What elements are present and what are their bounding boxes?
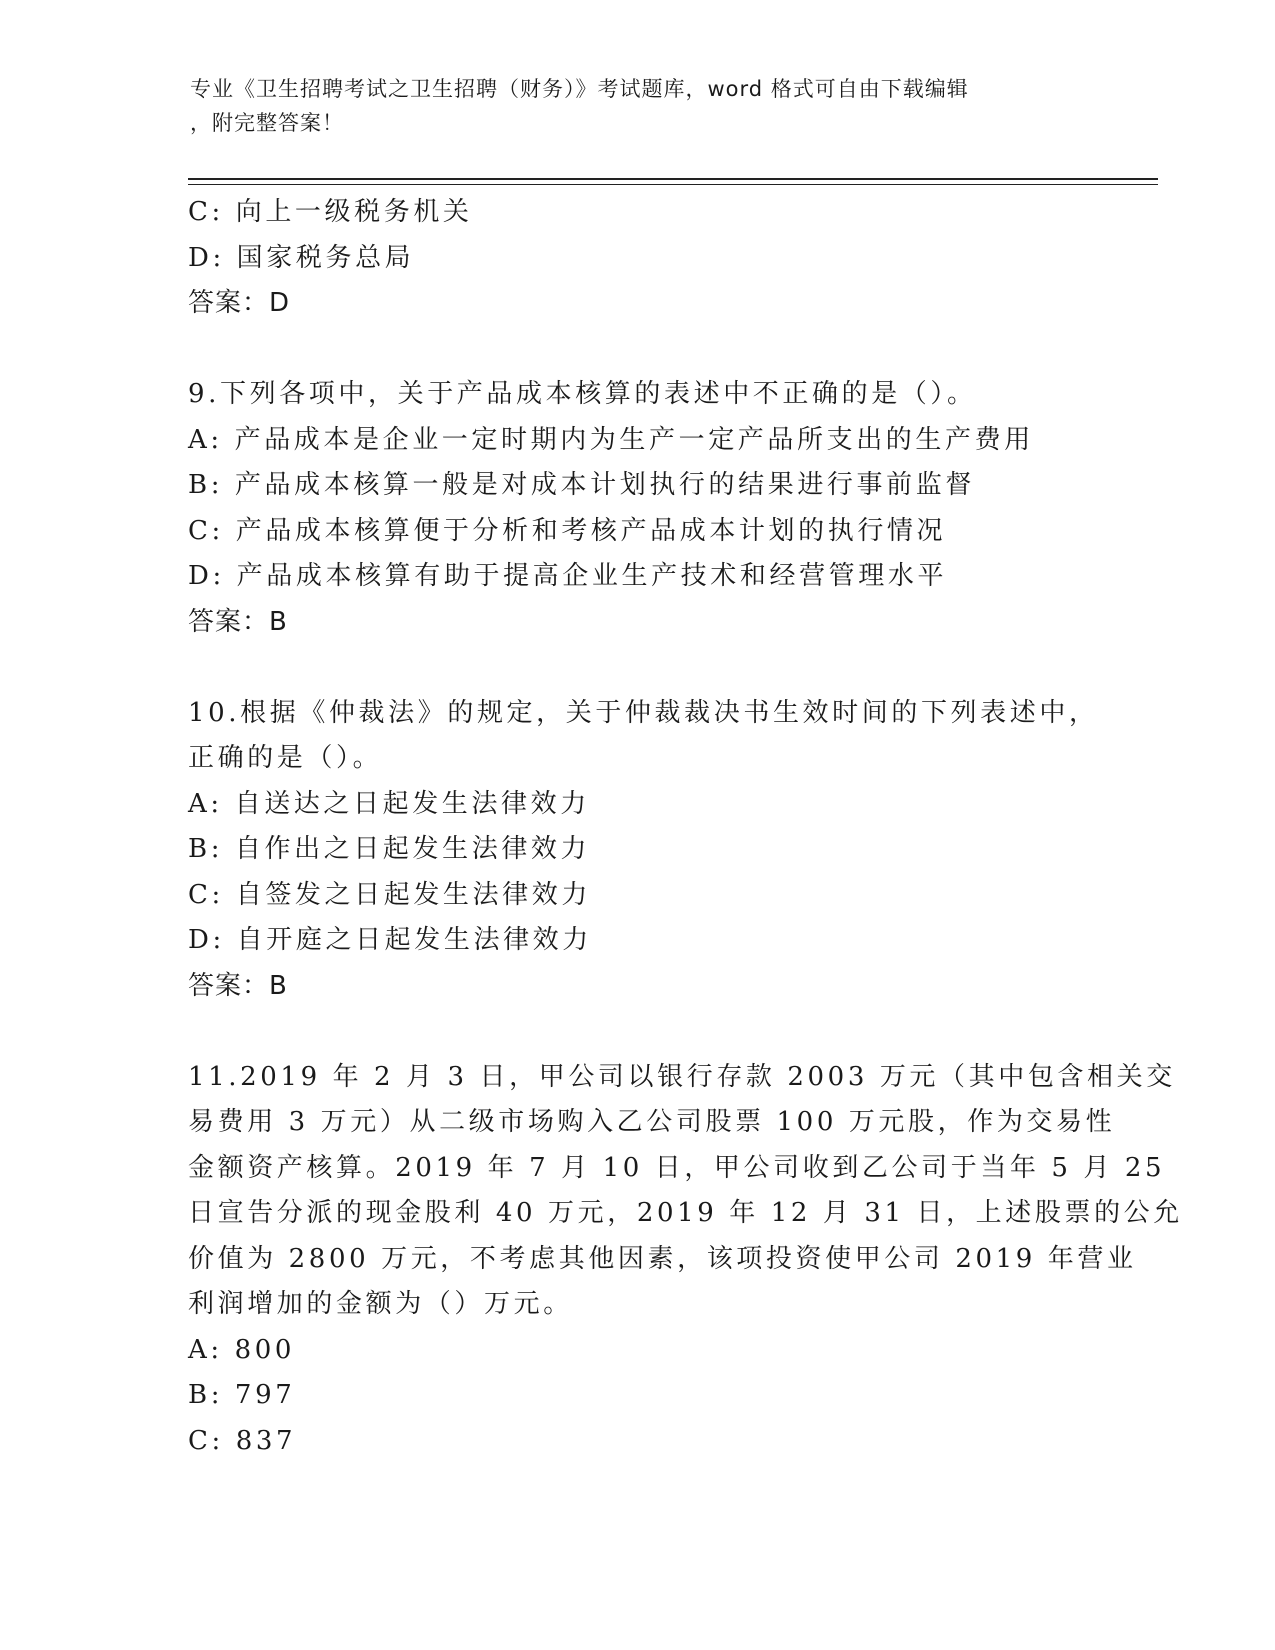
header-rule-top — [188, 178, 1158, 180]
question-8 — [188, 190, 1088, 327]
spacer — [188, 645, 1088, 691]
question-9-option-d: D: 产品成本核算有助于提高企业生产技术和经营管理水平 — [188, 561, 948, 591]
question-11-stem-line-2: 易费用 3 万元）从二级市场购入乙公司股票 100 万元股，作为交易性 — [188, 1107, 1116, 1137]
question-11-stem-line-6: 利润增加的金额为（）万元。 — [188, 1289, 573, 1319]
question-9-option-b: B: 产品成本核算一般是对成本计划执行的结果进行事前监督 — [188, 470, 975, 500]
question-11-option-b: B: 797 — [188, 1380, 296, 1410]
question-10-option-c: C: 自签发之日起发生法律效力 — [188, 879, 591, 910]
question-8-answer: 答案：D — [188, 288, 291, 318]
question-9-stem: 9.下列各项中，关于产品成本核算的表述中不正确的是（）。 — [188, 379, 977, 409]
question-10-stem-line-2: 正确的是（）。 — [188, 743, 383, 773]
header-rule-bottom — [188, 184, 1158, 185]
spacer — [188, 1009, 1088, 1055]
question-9-option-c: C: 产品成本核算便于分析和考核产品成本计划的执行情况 — [188, 515, 947, 546]
header-line-1: 专业《卫生招聘考试之卫生招聘（财务）》考试题库，word 格式可自由下载编辑 — [190, 77, 969, 101]
question-10-option-a: A: 自送达之日起发生法律效力 — [188, 788, 590, 819]
question-8-option-d: D: 国家税务总局 — [188, 242, 415, 273]
question-9 — [188, 372, 1088, 645]
question-11-stem-line-1: 11.2019 年 2 月 3 日，甲公司以银行存款 2003 万元（其中包含相关交 — [188, 1061, 1176, 1092]
question-11-stem-line-4: 日宣告分派的现金股利 40 万元，2019 年 12 月 31 日，上述股票的公允 — [188, 1198, 1183, 1228]
question-10-option-b: B: 自作出之日起发生法律效力 — [188, 834, 591, 864]
question-8-option-c: C: 向上一级税务机关 — [188, 197, 473, 227]
question-11 — [188, 1055, 1183, 1465]
question-11-stem-line-3: 金额资产核算。2019 年 7 月 10 日，甲公司收到乙公司于当年 5 月 25 — [188, 1152, 1166, 1183]
question-10-answer: 答案：B — [188, 970, 288, 1001]
page-header — [190, 72, 1090, 140]
header-line-2: ，附完整答案！ — [190, 111, 344, 135]
question-11-stem-line-5: 价值为 2800 万元，不考虑其他因素，该项投资使甲公司 2019 年营业 — [188, 1243, 1137, 1274]
question-10-option-d: D: 自开庭之日起发生法律效力 — [188, 925, 592, 955]
question-11-option-a: A: 800 — [188, 1334, 296, 1365]
question-10 — [188, 691, 1099, 1010]
spacer — [188, 327, 1088, 373]
question-11-option-c: C: 837 — [188, 1425, 297, 1456]
question-10-stem-line-1: 10.根据《仲裁法》的规定，关于仲裁裁决书生效时间的下列表述中， — [188, 697, 1099, 728]
question-9-answer: 答案：B — [188, 606, 288, 637]
document-body — [188, 190, 1183, 1464]
question-9-option-a: A: 产品成本是企业一定时期内为生产一定产品所支出的生产费用 — [188, 424, 1034, 455]
